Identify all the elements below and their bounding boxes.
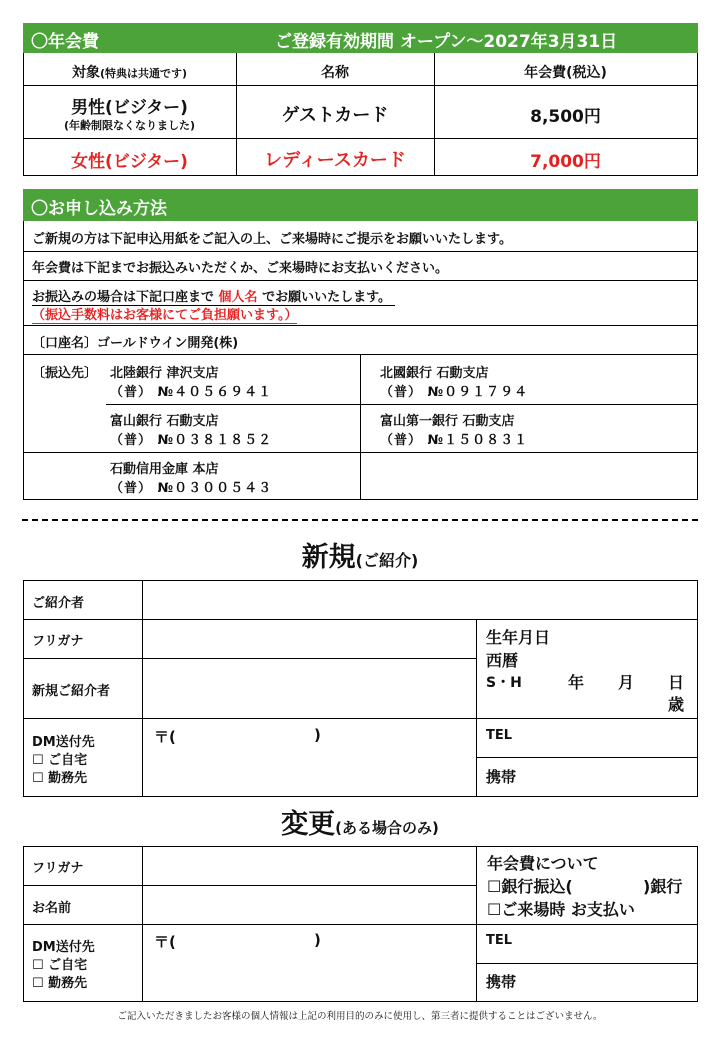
apply-header-bar: [23, 189, 698, 221]
apply-line3: お振込みの場合は下記口座まで 個人名 でお願いいたします。: [32, 286, 395, 306]
introducer-field[interactable]: [143, 581, 696, 619]
change-address-field[interactable]: [143, 925, 475, 1001]
introducer-label: ご紹介者: [32, 596, 85, 611]
fee-header-period: ご登録有効期間 オープン～2027年3月31日: [275, 32, 618, 52]
privacy-footer-note: ご記入いただきましたお客様の個人情報は上記の利用目的のみに使用し、第三者に提供することはございません。: [117, 1011, 603, 1022]
postal-close: ): [314, 726, 321, 744]
change-name-field[interactable]: [143, 886, 475, 924]
bank1-name: 北陸銀行 津沢支店: [110, 366, 219, 381]
row1-target-sub: (年齢制限なくなりました): [63, 119, 196, 132]
fee-about-label: 年会費について: [487, 854, 599, 873]
postal-open: 〒(: [154, 728, 176, 746]
bank-transfer-suffix: )銀行: [643, 877, 683, 896]
bank3-account: （普） №０３８１８５２: [110, 433, 273, 448]
col-fee-header: 年会費(税込): [524, 65, 607, 81]
row1-name: ゲストカード: [281, 105, 389, 126]
day-label: 日: [668, 673, 685, 692]
change-furigana-field[interactable]: [143, 847, 475, 885]
row2-name: レディースカード: [264, 150, 406, 171]
account-name: 〔口座名〕ゴールドウイン開発(株): [32, 336, 239, 351]
fee-header-title: 〇年会費: [31, 32, 99, 52]
age-label: 歳: [668, 695, 685, 714]
row2-target: 女性(ビジター): [71, 152, 188, 172]
change-dm-label: DM送付先: [32, 940, 95, 955]
change-dm-home-checkbox[interactable]: ☐ ご自宅: [32, 958, 88, 973]
pay-on-visit-checkbox[interactable]: ☐ご来場時 お支払い: [487, 900, 635, 919]
bank1-account: （普） №４０５６９４１: [110, 385, 273, 400]
row2-fee: 7,000円: [530, 152, 601, 172]
bank-transfer-checkbox[interactable]: ☐銀行振込(: [487, 877, 573, 896]
row1-fee: 8,500円: [530, 107, 601, 127]
birth-date-label: 生年月日: [486, 628, 551, 647]
change-form-title: 変更(ある場合のみ): [281, 809, 439, 840]
change-tel-label: TEL: [486, 933, 513, 948]
sh-label: S・H: [486, 675, 522, 691]
year-label: 年: [568, 673, 585, 692]
dm-work-checkbox[interactable]: ☐ 勤務先: [32, 771, 88, 786]
bank4-account: （普） №１５０８３１: [380, 433, 529, 448]
bank5-account: （普） №０３００５４３: [110, 481, 273, 496]
furigana-field[interactable]: [143, 620, 475, 658]
month-label: 月: [618, 673, 635, 692]
new-introducer-field[interactable]: [143, 659, 475, 718]
new-introducer-label: 新規ご紹介者: [32, 684, 111, 699]
change-mobile-label: 携帯: [486, 973, 517, 991]
apply-line2: 年会費は下記までお振込みいただくか、ご来場時にお支払いください。: [32, 261, 449, 276]
change-name-label: お名前: [32, 901, 72, 916]
era-label: 西暦: [486, 651, 519, 670]
apply-line1: ご新規の方は下記申込用紙をご記入の上、ご来場時にご提示をお願いいたします。: [32, 232, 512, 247]
change-postal-close: ): [314, 931, 321, 949]
change-tel-field[interactable]: [520, 925, 696, 962]
furigana-label: フリガナ: [32, 634, 84, 649]
tel-field[interactable]: [520, 720, 696, 756]
col-name-header: 名称: [321, 65, 349, 81]
bank2-account: （普） №０９１７９４: [380, 385, 529, 400]
bank2-name: 北國銀行 石動支店: [380, 366, 489, 381]
transfer-label: 〔振込先〕: [32, 366, 98, 381]
row1-target: 男性(ビジター): [71, 98, 188, 118]
personal-name-highlight: 個人名: [218, 290, 258, 305]
change-furigana-label: フリガナ: [32, 861, 84, 876]
dm-home-checkbox[interactable]: ☐ ご自宅: [32, 753, 88, 768]
apply-header-title: 〇お申し込み方法: [31, 199, 167, 219]
bank4-name: 富山第一銀行 石動支店: [380, 414, 515, 429]
col-target-header: 対象(特典は共通です): [71, 65, 188, 81]
apply-fee-note: （振込手数料はお客様にてご負担願います。）: [32, 304, 297, 324]
change-dm-work-checkbox[interactable]: ☐ 勤務先: [32, 976, 88, 991]
new-form-title: 新規(ご紹介): [301, 542, 419, 573]
tel-label: TEL: [486, 728, 513, 743]
mobile-field[interactable]: [520, 758, 696, 795]
cut-line-divider: [22, 519, 698, 521]
dm-label: DM送付先: [32, 735, 95, 750]
change-mobile-field[interactable]: [520, 964, 696, 1000]
address-field[interactable]: [143, 719, 475, 796]
bank5-name: 石動信用金庫 本店: [110, 462, 219, 477]
fee-header-bar: [23, 23, 698, 53]
bank3-name: 富山銀行 石動支店: [110, 414, 219, 429]
mobile-label: 携帯: [486, 768, 517, 786]
change-postal-open: 〒(: [154, 933, 176, 951]
